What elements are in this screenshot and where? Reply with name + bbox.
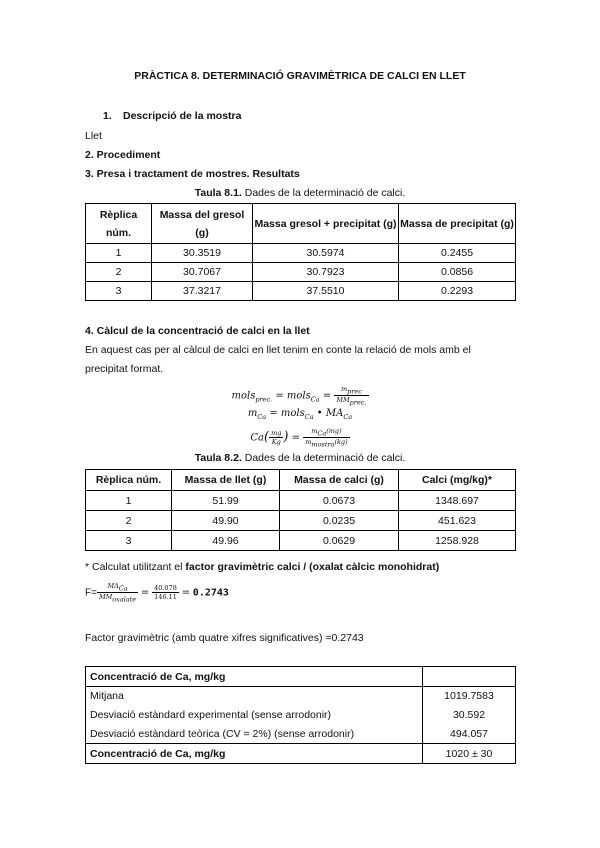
table-2-caption [0, 452, 600, 464]
table-row [86, 491, 516, 511]
table-2-header: Massa de llet (g) [172, 470, 280, 491]
table-2-caption-label: Taula 8.2. [194, 452, 242, 464]
table-cell: 1 [86, 491, 172, 511]
equation-mass: $m_{Ca}$ = mols$_{Ca}$ • $MA_{Ca}$ [247, 408, 353, 421]
concentration-header: Concentració de Ca, mg/kg [86, 667, 423, 687]
table-cell: 0.2455 [399, 244, 516, 263]
table-1-header-row [86, 204, 516, 244]
table-1-header: Massa del gresol (g) [152, 204, 253, 244]
table-cell: 37.3217 [152, 282, 253, 301]
footnote-bold: factor gravimètric calci / (oxalat càlcic monohidrat) [185, 561, 440, 573]
table-cell: 30.5974 [253, 244, 399, 263]
concentration-table-footer-row [86, 744, 516, 764]
table-cell: 49.90 [172, 511, 280, 531]
table-cell: 3 [86, 531, 172, 551]
sample-description: Llet [85, 130, 102, 142]
section-2-heading: 2. Procediment [85, 149, 161, 161]
equation-moles: mols$_{prec.}$ = mols$_{Ca}$ = $\frac{m_{prec}}{MM_{prec.}}$ [231, 385, 367, 407]
row-label: Desviació estàndard experimental (sense arrodonir) [86, 706, 423, 725]
table-row [86, 263, 516, 282]
table-2-header: Rèplica núm. [86, 470, 172, 491]
table-cell: 30.3519 [152, 244, 253, 263]
table-row [86, 725, 516, 744]
table-cell: 0.0856 [399, 263, 516, 282]
table-row [86, 531, 516, 551]
section-1-number: 1. [103, 110, 112, 122]
table-1-caption-text: Dades de la determinació de calci. [241, 187, 406, 199]
page-title: PRÀCTICA 8. DETERMINACIÓ GRAVIMÈTRICA DE CALCI EN LLET [134, 70, 466, 82]
table-row [86, 282, 516, 301]
row-value: 30.592 [423, 706, 516, 725]
table-1 [85, 203, 516, 301]
concentration-footer-value: 1020 ± 30 [423, 744, 516, 764]
table-1-caption-label: Taula 8.1. [194, 187, 242, 199]
table-cell: 30.7923 [253, 263, 399, 282]
row-label: Mitjana [86, 687, 423, 706]
table-cell: 0.0673 [280, 491, 399, 511]
footnote [85, 561, 439, 573]
concentration-table [85, 666, 516, 764]
table-2 [85, 469, 516, 551]
table-cell: 1258.928 [399, 531, 516, 551]
table-cell: 0.2293 [399, 282, 516, 301]
section-3-heading: 3. Presa i tractament de mostres. Resultats [85, 168, 300, 180]
table-1-header: Massa de precipitat (g) [399, 204, 516, 244]
footnote-text: * Calculat utilitzant el [85, 561, 186, 573]
concentration-header-value [423, 667, 516, 687]
table-row [86, 511, 516, 531]
section-4-body-line-2: precipitat format. [85, 363, 164, 375]
table-cell: 0.0629 [280, 531, 399, 551]
table-cell: 451.623 [399, 511, 516, 531]
table-cell: 3 [86, 282, 152, 301]
table-cell: 2 [86, 263, 152, 282]
concentration-table-header-row [86, 667, 516, 687]
table-cell: 30.7067 [152, 263, 253, 282]
table-row [86, 687, 516, 706]
table-cell: 51.99 [172, 491, 280, 511]
table-2-header-row [86, 470, 516, 491]
table-2-header: Massa de calci (g) [280, 470, 399, 491]
row-value: 494.057 [423, 725, 516, 744]
table-1-header: Rèplica núm. [86, 204, 152, 244]
table-cell: 37.5510 [253, 282, 399, 301]
factor-significant-figures: Factor gravimètric (amb quatre xifres significatives) =0.2743 [85, 632, 364, 644]
table-cell: 1348.697 [399, 491, 516, 511]
table-2-caption-text: Dades de la determinació de calci. [241, 452, 406, 464]
gravimetric-factor-equation: F= $\frac{MA_{Ca}}{MM_{oxalate}}$ = $\frac{40.078}{146.11}$ = 0.2743 [85, 582, 229, 604]
concentration-footer-label: Concentració de Ca, mg/kg [86, 744, 423, 764]
section-1-heading: Descripció de la mostra [123, 110, 242, 122]
table-1-caption [0, 187, 600, 199]
section-4-heading: 4. Càlcul de la concentració de calci en la llet [85, 325, 310, 337]
table-cell: 2 [86, 511, 172, 531]
table-2-header: Calci (mg/kg)* [399, 470, 516, 491]
table-cell: 1 [86, 244, 152, 263]
row-value: 1019.7583 [423, 687, 516, 706]
section-4-body-line-1: En aquest cas per al càlcul de calci en llet tenim en conte la relació de mols amb el [85, 344, 471, 356]
table-row [86, 706, 516, 725]
table-1-header: Massa gresol + precipitat (g) [253, 204, 399, 244]
table-row [86, 244, 516, 263]
equation-concentration: Ca( $\frac{mg}{Kg}$ ) = $\frac{m_{Ca}(mg)}{m_{mostra}(kg)}$ [250, 427, 348, 449]
row-label: Desviació estàndard teòrica (CV = 2%) (sense arrodonir) [86, 725, 423, 744]
table-cell: 49.96 [172, 531, 280, 551]
table-cell: 0.0235 [280, 511, 399, 531]
